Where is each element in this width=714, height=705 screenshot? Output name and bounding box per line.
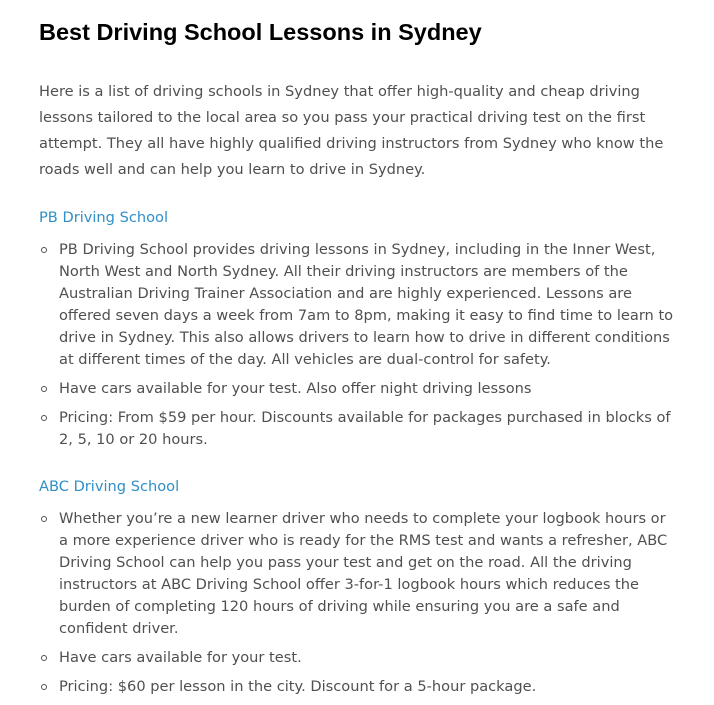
list-item-text: Have cars available for your test. <box>59 649 302 666</box>
intro-paragraph: Here is a list of driving schools in Sydney that offer high-quality and cheap driving lessons tailored to the local area so you pass your practical driving test on the first attempt. They all have highly qualified driving instructors from Sydney who know the roads well and can help you learn to drive in Sydney. <box>39 83 664 178</box>
pb-driving-school-details <box>39 239 679 458</box>
list-item <box>39 647 679 669</box>
bullet-icon <box>41 415 47 421</box>
page-title: Best Driving School Lessons in Sydney <box>39 19 482 45</box>
list-item <box>39 239 679 371</box>
list-item <box>39 508 679 640</box>
list-item-text: Pricing: From $59 per hour. Discounts available for packages purchased in blocks of 2, 5, 10 or 20 hours. <box>59 409 671 448</box>
list-item <box>39 676 679 698</box>
school-link-abc-driving-school[interactable]: ABC Driving School <box>39 478 180 495</box>
bullet-icon <box>41 247 47 253</box>
school-link-pb-driving-school[interactable]: PB Driving School <box>39 209 169 226</box>
bullet-icon <box>41 386 47 392</box>
bullet-icon <box>41 684 47 690</box>
list-item <box>39 407 679 451</box>
abc-driving-school-details <box>39 508 679 705</box>
list-item-text: Whether you’re a new learner driver who needs to complete your logbook hours or a more experience driver who is ready for the RMS test and wants a refresher, ABC Driving School can help you pass your test and get on the road. All the driving instructors at ABC Driving School offer 3-for-1 logbook hours which reduces the burden of completing 120 hours of driving while ensuring you are a safe and confident driver. <box>59 510 668 637</box>
list-item-text: Have cars available for your test. Also offer night driving lessons <box>59 380 532 397</box>
list-item-text: Pricing: $60 per lesson in the city. Discount for a 5-hour package. <box>59 678 537 695</box>
list-item-text: PB Driving School provides driving lessons in Sydney, including in the Inner West, North West and North Sydney. All their driving instructors are members of the Australian Driving Trainer Association and are highly experienced. Lessons are offered seven days a week from 7am to 8pm, making it easy to find time to learn to drive in Sydney. This also allows drivers to learn how to drive in different conditions at different times of the day. All vehicles are dual-control for safety. <box>59 241 674 368</box>
list-item <box>39 378 679 400</box>
bullet-icon <box>41 655 47 661</box>
bullet-icon <box>41 516 47 522</box>
